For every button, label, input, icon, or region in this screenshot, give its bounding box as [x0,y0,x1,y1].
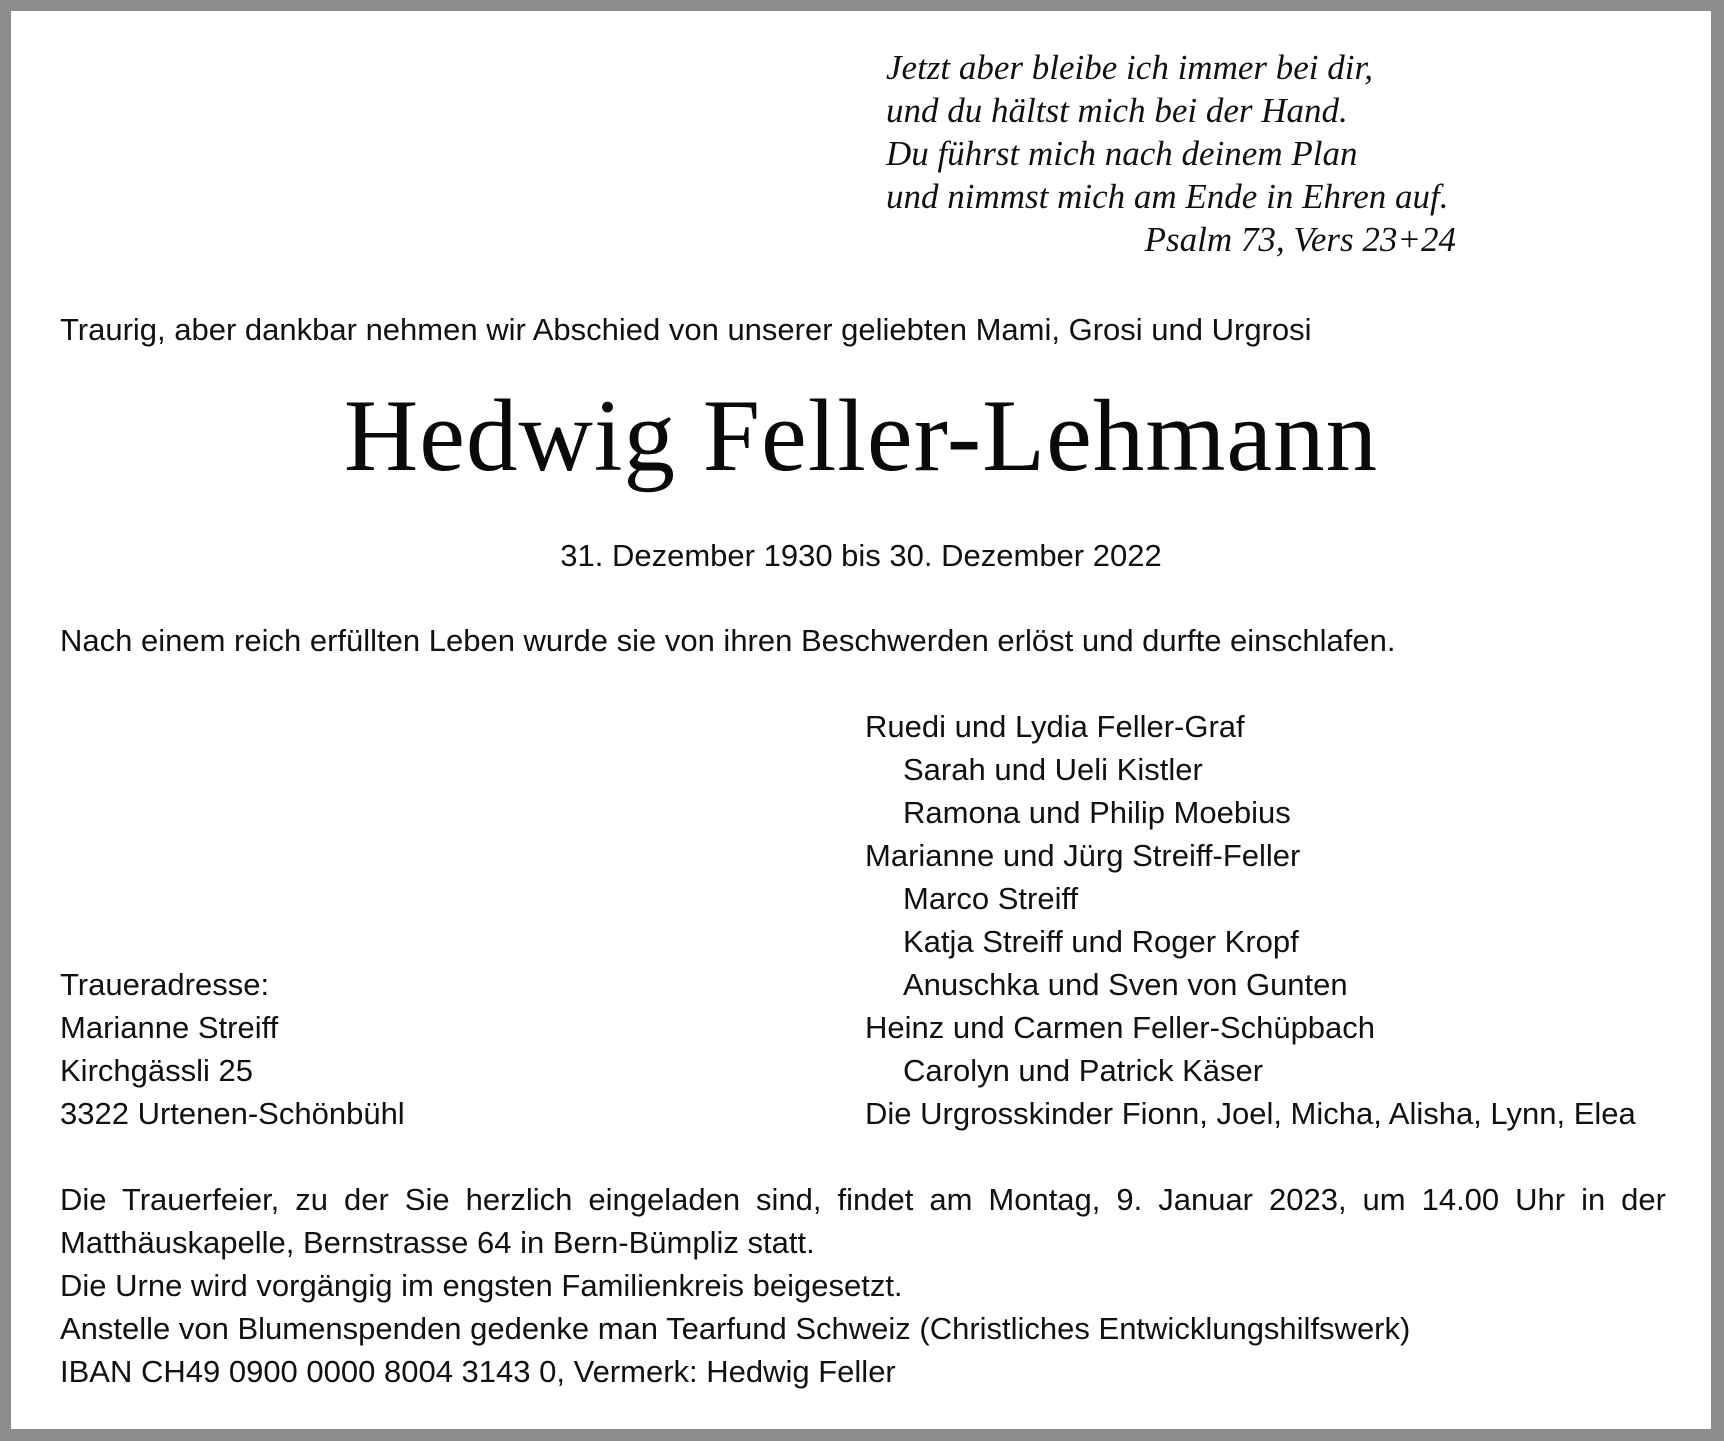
donation-info [60,1307,1410,1393]
intro-text: Traurig, aber dankbar nehmen wir Abschied von unserer geliebten Mami, Grosi und Urgrosi [60,312,1312,347]
family-member: Katja Streiff und Roger Kropf [903,924,1299,959]
donation-line-1: Anstelle von Blumenspenden gedenke man Tearfund Schweiz (Christliches Entwicklungshilfswerk) [60,1311,1411,1346]
family-list [865,705,1636,1135]
address-street: Kirchgässli 25 [60,1053,253,1088]
family-member: Marianne und Jürg Streiff-Feller [865,838,1301,873]
obituary-notice [11,11,1711,1429]
quote-line-4: und nimmst mich am Ende in Ehren auf. [886,177,1449,216]
family-member: Heinz und Carmen Feller-Schüpbach [865,1010,1376,1045]
address-name: Marianne Streiff [60,1010,279,1045]
life-dates: 31. Dezember 1930 bis 30. Dezember 2022 [560,538,1162,573]
deceased-name: Hedwig Feller-Lehmann [343,379,1379,493]
mourning-address [60,963,405,1135]
family-member: Ruedi und Lydia Feller-Graf [865,709,1245,744]
address-city: 3322 Urtenen-Schönbühl [60,1096,405,1131]
ceremony-line-2: Matthäuskapelle, Bernstrasse 64 in Bern-Bümpliz statt. [60,1225,815,1260]
family-member: Die Urgrosskinder Fionn, Joel, Micha, Alisha, Lynn, Elea [865,1096,1636,1131]
donation-iban: IBAN CH49 0900 0000 8004 3143 0, Vermerk: Hedwig Feller [60,1354,896,1389]
ceremony-line-1: Die Trauerfeier, zu der Sie herzlich eingeladen sind, findet am Montag, 9. Januar 2023, um 14.00 Uhr in der [60,1182,1666,1217]
quote-line-2: und du hältst mich bei der Hand. [886,91,1348,130]
quote-reference: Psalm 73, Vers 23+24 [1144,220,1456,259]
psalm-quote [886,46,1456,261]
family-member: Anuschka und Sven von Gunten [903,967,1348,1002]
life-text: Nach einem reich erfüllten Leben wurde sie von ihren Beschwerden erlöst und durfte einschlafen. [60,623,1396,658]
address-label: Traueradresse: [60,967,270,1002]
ceremony-info [60,1178,1666,1307]
family-member: Ramona und Philip Moebius [903,795,1291,830]
quote-line-3: Du führst mich nach deinem Plan [886,134,1358,173]
family-member: Sarah und Ueli Kistler [903,752,1203,787]
family-member: Marco Streiff [903,881,1079,916]
quote-line-1: Jetzt aber bleibe ich immer bei dir, [886,48,1373,87]
ceremony-line-3: Die Urne wird vorgängig im engsten Familienkreis beigesetzt. [60,1268,903,1303]
family-member: Carolyn und Patrick Käser [903,1053,1264,1088]
